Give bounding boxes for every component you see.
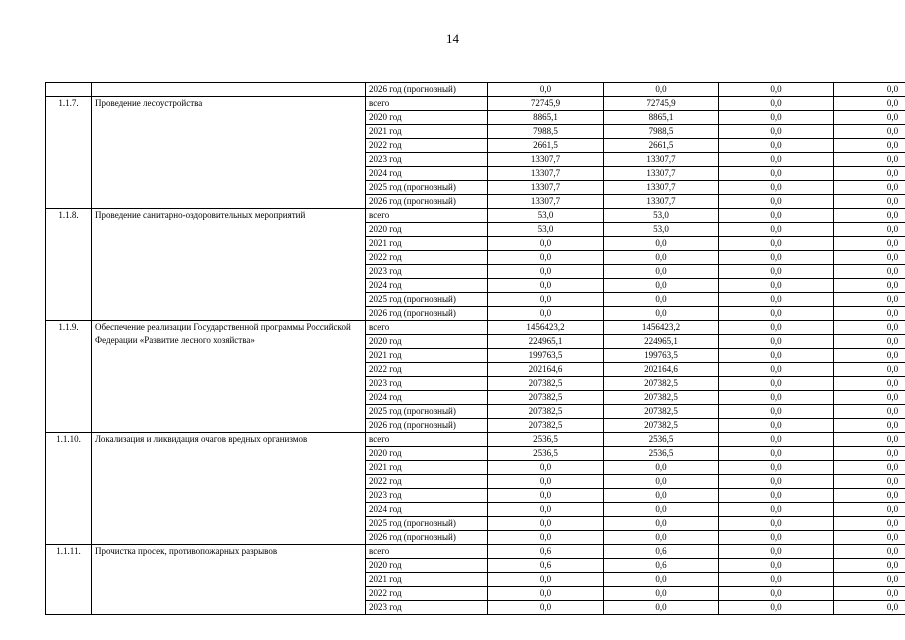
value-cell-2: 13307,7 (604, 153, 719, 167)
value-cell-2: 0,6 (604, 545, 719, 559)
value-cell-4: 0,0 (834, 377, 905, 391)
value-cell-4: 0,0 (834, 251, 905, 265)
period-cell: 2022 год (366, 475, 488, 489)
budget-table (45, 82, 905, 615)
value-cell-3: 0,0 (719, 475, 834, 489)
value-cell-1: 13307,7 (488, 167, 604, 181)
value-cell-4: 0,0 (834, 321, 905, 335)
period-cell: 2026 год (прогнозный) (366, 531, 488, 545)
row-code-cell (46, 83, 92, 97)
period-cell: 2020 год (366, 223, 488, 237)
period-cell: всего (366, 209, 488, 223)
section-code-cell: 1.1.8. (46, 209, 92, 321)
period-cell: 2020 год (366, 447, 488, 461)
value-cell-3: 0,0 (719, 517, 834, 531)
value-cell-3: 0,0 (719, 601, 834, 615)
value-cell-3: 0,0 (719, 153, 834, 167)
period-cell: всего (366, 545, 488, 559)
value-cell-3: 0,0 (719, 587, 834, 601)
value-cell-4: 0,0 (834, 405, 905, 419)
value-cell-3: 0,0 (719, 139, 834, 153)
value-cell-3: 0,0 (719, 335, 834, 349)
period-cell: 2021 год (366, 237, 488, 251)
value-cell-1: 0,6 (488, 559, 604, 573)
period-cell: 2024 год (366, 279, 488, 293)
period-cell: 2025 год (прогнозный) (366, 405, 488, 419)
value-cell-2: 7988,5 (604, 125, 719, 139)
value-cell-1: 2661,5 (488, 139, 604, 153)
value-cell-4: 0,0 (834, 293, 905, 307)
value-cell-1: 7988,5 (488, 125, 604, 139)
value-cell-2: 0,0 (604, 587, 719, 601)
value-cell-1: 207382,5 (488, 419, 604, 433)
value-cell-3: 0,0 (719, 195, 834, 209)
value-cell-3: 0,0 (719, 391, 834, 405)
value-cell-2: 202164,6 (604, 363, 719, 377)
period-cell: 2021 год (366, 125, 488, 139)
section-name-cell: Обеспечение реализации Государственной программы Российской Федерации «Развитие лесного хозяйства» (92, 321, 366, 433)
table-row (46, 209, 905, 223)
value-cell-4: 0,0 (834, 573, 905, 587)
table-row (46, 83, 905, 97)
value-cell-4: 0,0 (834, 545, 905, 559)
value-cell-1: 0,6 (488, 545, 604, 559)
section-name-cell: Локализация и ликвидация очагов вредных организмов (92, 433, 366, 545)
row-name-cell (92, 83, 366, 97)
value-cell-1: 199763,5 (488, 349, 604, 363)
value-cell-1: 0,0 (488, 517, 604, 531)
value-cell-4: 0,0 (834, 111, 905, 125)
period-cell: 2020 год (366, 559, 488, 573)
value-cell-1: 0,0 (488, 531, 604, 545)
value-cell-3: 0,0 (719, 447, 834, 461)
value-cell-2: 2661,5 (604, 139, 719, 153)
period-cell: 2022 год (366, 251, 488, 265)
value-cell-2: 13307,7 (604, 167, 719, 181)
value-cell-4: 0,0 (834, 97, 905, 111)
value-cell-2: 207382,5 (604, 405, 719, 419)
value-cell-1: 13307,7 (488, 153, 604, 167)
value-cell-4: 0,0 (834, 195, 905, 209)
table-row (46, 321, 905, 335)
value-cell-1: 2536,5 (488, 433, 604, 447)
value-cell-4: 0,0 (834, 349, 905, 363)
value-cell-3: 0,0 (719, 531, 834, 545)
period-cell: 2026 год (прогнозный) (366, 419, 488, 433)
value-cell-1: 0,0 (488, 83, 604, 97)
value-cell-1: 207382,5 (488, 405, 604, 419)
value-cell-2: 13307,7 (604, 181, 719, 195)
section-code-cell: 1.1.10. (46, 433, 92, 545)
value-cell-4: 0,0 (834, 475, 905, 489)
value-cell-2: 0,0 (604, 83, 719, 97)
value-cell-2: 207382,5 (604, 377, 719, 391)
value-cell-3: 0,0 (719, 181, 834, 195)
value-cell-1: 0,0 (488, 587, 604, 601)
value-cell-1: 0,0 (488, 265, 604, 279)
value-cell-4: 0,0 (834, 83, 905, 97)
value-cell-2: 0,0 (604, 307, 719, 321)
value-cell-4: 0,0 (834, 125, 905, 139)
value-cell-2: 0,0 (604, 517, 719, 531)
value-cell-4: 0,0 (834, 489, 905, 503)
value-cell-2: 207382,5 (604, 391, 719, 405)
value-cell-4: 0,0 (834, 391, 905, 405)
period-cell: 2023 год (366, 377, 488, 391)
value-cell-1: 0,0 (488, 475, 604, 489)
period-cell: 2025 год (прогнозный) (366, 181, 488, 195)
value-cell-3: 0,0 (719, 559, 834, 573)
value-cell-2: 72745,9 (604, 97, 719, 111)
period-cell: всего (366, 321, 488, 335)
period-cell: 2021 год (366, 349, 488, 363)
period-cell: 2023 год (366, 601, 488, 615)
period-cell: 2021 год (366, 573, 488, 587)
value-cell-4: 0,0 (834, 265, 905, 279)
value-cell-4: 0,0 (834, 587, 905, 601)
value-cell-3: 0,0 (719, 251, 834, 265)
value-cell-2: 0,0 (604, 279, 719, 293)
section-name-cell: Проведение лесоустройства (92, 97, 366, 209)
value-cell-3: 0,0 (719, 503, 834, 517)
value-cell-2: 0,0 (604, 503, 719, 517)
value-cell-1: 0,0 (488, 237, 604, 251)
value-cell-1: 0,0 (488, 573, 604, 587)
value-cell-4: 0,0 (834, 139, 905, 153)
value-cell-1: 0,0 (488, 489, 604, 503)
value-cell-4: 0,0 (834, 531, 905, 545)
value-cell-4: 0,0 (834, 503, 905, 517)
value-cell-4: 0,0 (834, 517, 905, 531)
period-cell: 2025 год (прогнозный) (366, 517, 488, 531)
section-name-cell: Прочистка просек, противопожарных разрывов (92, 545, 366, 615)
value-cell-1: 2536,5 (488, 447, 604, 461)
value-cell-1: 1456423,2 (488, 321, 604, 335)
value-cell-4: 0,0 (834, 279, 905, 293)
value-cell-1: 13307,7 (488, 181, 604, 195)
value-cell-3: 0,0 (719, 279, 834, 293)
value-cell-2: 53,0 (604, 209, 719, 223)
value-cell-1: 53,0 (488, 223, 604, 237)
value-cell-4: 0,0 (834, 335, 905, 349)
value-cell-2: 0,0 (604, 573, 719, 587)
value-cell-2: 0,0 (604, 237, 719, 251)
period-cell: 2024 год (366, 503, 488, 517)
value-cell-2: 53,0 (604, 223, 719, 237)
value-cell-1: 0,0 (488, 279, 604, 293)
value-cell-2: 224965,1 (604, 335, 719, 349)
period-cell: 2024 год (366, 391, 488, 405)
value-cell-3: 0,0 (719, 573, 834, 587)
value-cell-3: 0,0 (719, 209, 834, 223)
value-cell-1: 72745,9 (488, 97, 604, 111)
value-cell-1: 207382,5 (488, 377, 604, 391)
value-cell-1: 53,0 (488, 209, 604, 223)
table-row (46, 97, 905, 111)
value-cell-3: 0,0 (719, 321, 834, 335)
value-cell-2: 199763,5 (604, 349, 719, 363)
value-cell-3: 0,0 (719, 419, 834, 433)
value-cell-2: 0,0 (604, 293, 719, 307)
value-cell-4: 0,0 (834, 209, 905, 223)
value-cell-2: 13307,7 (604, 195, 719, 209)
value-cell-2: 0,0 (604, 265, 719, 279)
value-cell-1: 224965,1 (488, 335, 604, 349)
section-name-cell: Проведение санитарно-оздоровительных мероприятий (92, 209, 366, 321)
period-cell: 2022 год (366, 587, 488, 601)
value-cell-3: 0,0 (719, 405, 834, 419)
value-cell-1: 13307,7 (488, 195, 604, 209)
table-row (46, 545, 905, 559)
value-cell-3: 0,0 (719, 237, 834, 251)
value-cell-2: 8865,1 (604, 111, 719, 125)
value-cell-2: 0,0 (604, 461, 719, 475)
value-cell-4: 0,0 (834, 601, 905, 615)
period-cell: 2022 год (366, 363, 488, 377)
period-cell: 2023 год (366, 489, 488, 503)
section-code-cell: 1.1.7. (46, 97, 92, 209)
value-cell-2: 0,0 (604, 531, 719, 545)
table-body (46, 83, 905, 615)
period-cell: 2024 год (366, 167, 488, 181)
value-cell-3: 0,0 (719, 433, 834, 447)
value-cell-3: 0,0 (719, 223, 834, 237)
value-cell-1: 0,0 (488, 461, 604, 475)
value-cell-4: 0,0 (834, 447, 905, 461)
section-code-cell: 1.1.11. (46, 545, 92, 615)
value-cell-4: 0,0 (834, 237, 905, 251)
value-cell-4: 0,0 (834, 307, 905, 321)
value-cell-4: 0,0 (834, 419, 905, 433)
value-cell-4: 0,0 (834, 433, 905, 447)
value-cell-3: 0,0 (719, 167, 834, 181)
value-cell-3: 0,0 (719, 349, 834, 363)
period-cell: всего (366, 433, 488, 447)
value-cell-4: 0,0 (834, 181, 905, 195)
value-cell-2: 0,0 (604, 601, 719, 615)
value-cell-2: 0,0 (604, 489, 719, 503)
value-cell-3: 0,0 (719, 293, 834, 307)
value-cell-3: 0,0 (719, 125, 834, 139)
value-cell-1: 0,0 (488, 251, 604, 265)
period-cell: всего (366, 97, 488, 111)
table-row (46, 433, 905, 447)
value-cell-1: 0,0 (488, 293, 604, 307)
value-cell-1: 0,0 (488, 601, 604, 615)
value-cell-2: 1456423,2 (604, 321, 719, 335)
value-cell-2: 207382,5 (604, 419, 719, 433)
period-cell: 2026 год (прогнозный) (366, 195, 488, 209)
value-cell-2: 0,0 (604, 475, 719, 489)
value-cell-3: 0,0 (719, 111, 834, 125)
value-cell-3: 0,0 (719, 307, 834, 321)
period-cell: 2021 год (366, 461, 488, 475)
value-cell-3: 0,0 (719, 97, 834, 111)
value-cell-1: 0,0 (488, 503, 604, 517)
period-cell: 2026 год (прогнозный) (366, 307, 488, 321)
period-cell: 2020 год (366, 111, 488, 125)
period-cell: 2023 год (366, 153, 488, 167)
value-cell-2: 0,0 (604, 251, 719, 265)
value-cell-2: 2536,5 (604, 447, 719, 461)
value-cell-4: 0,0 (834, 167, 905, 181)
value-cell-4: 0,0 (834, 461, 905, 475)
value-cell-2: 2536,5 (604, 433, 719, 447)
value-cell-3: 0,0 (719, 265, 834, 279)
value-cell-3: 0,0 (719, 489, 834, 503)
value-cell-3: 0,0 (719, 83, 834, 97)
period-cell: 2025 год (прогнозный) (366, 293, 488, 307)
value-cell-1: 0,0 (488, 307, 604, 321)
section-code-cell: 1.1.9. (46, 321, 92, 433)
period-cell: 2020 год (366, 335, 488, 349)
page-number: 14 (446, 31, 459, 46)
period-cell: 2023 год (366, 265, 488, 279)
period-cell: 2026 год (прогнозный) (366, 83, 488, 97)
value-cell-3: 0,0 (719, 363, 834, 377)
value-cell-4: 0,0 (834, 559, 905, 573)
value-cell-3: 0,0 (719, 545, 834, 559)
value-cell-4: 0,0 (834, 153, 905, 167)
value-cell-3: 0,0 (719, 377, 834, 391)
value-cell-3: 0,0 (719, 461, 834, 475)
value-cell-4: 0,0 (834, 363, 905, 377)
period-cell: 2022 год (366, 139, 488, 153)
value-cell-1: 207382,5 (488, 391, 604, 405)
value-cell-1: 202164,6 (488, 363, 604, 377)
value-cell-4: 0,0 (834, 223, 905, 237)
value-cell-2: 0,6 (604, 559, 719, 573)
value-cell-1: 8865,1 (488, 111, 604, 125)
